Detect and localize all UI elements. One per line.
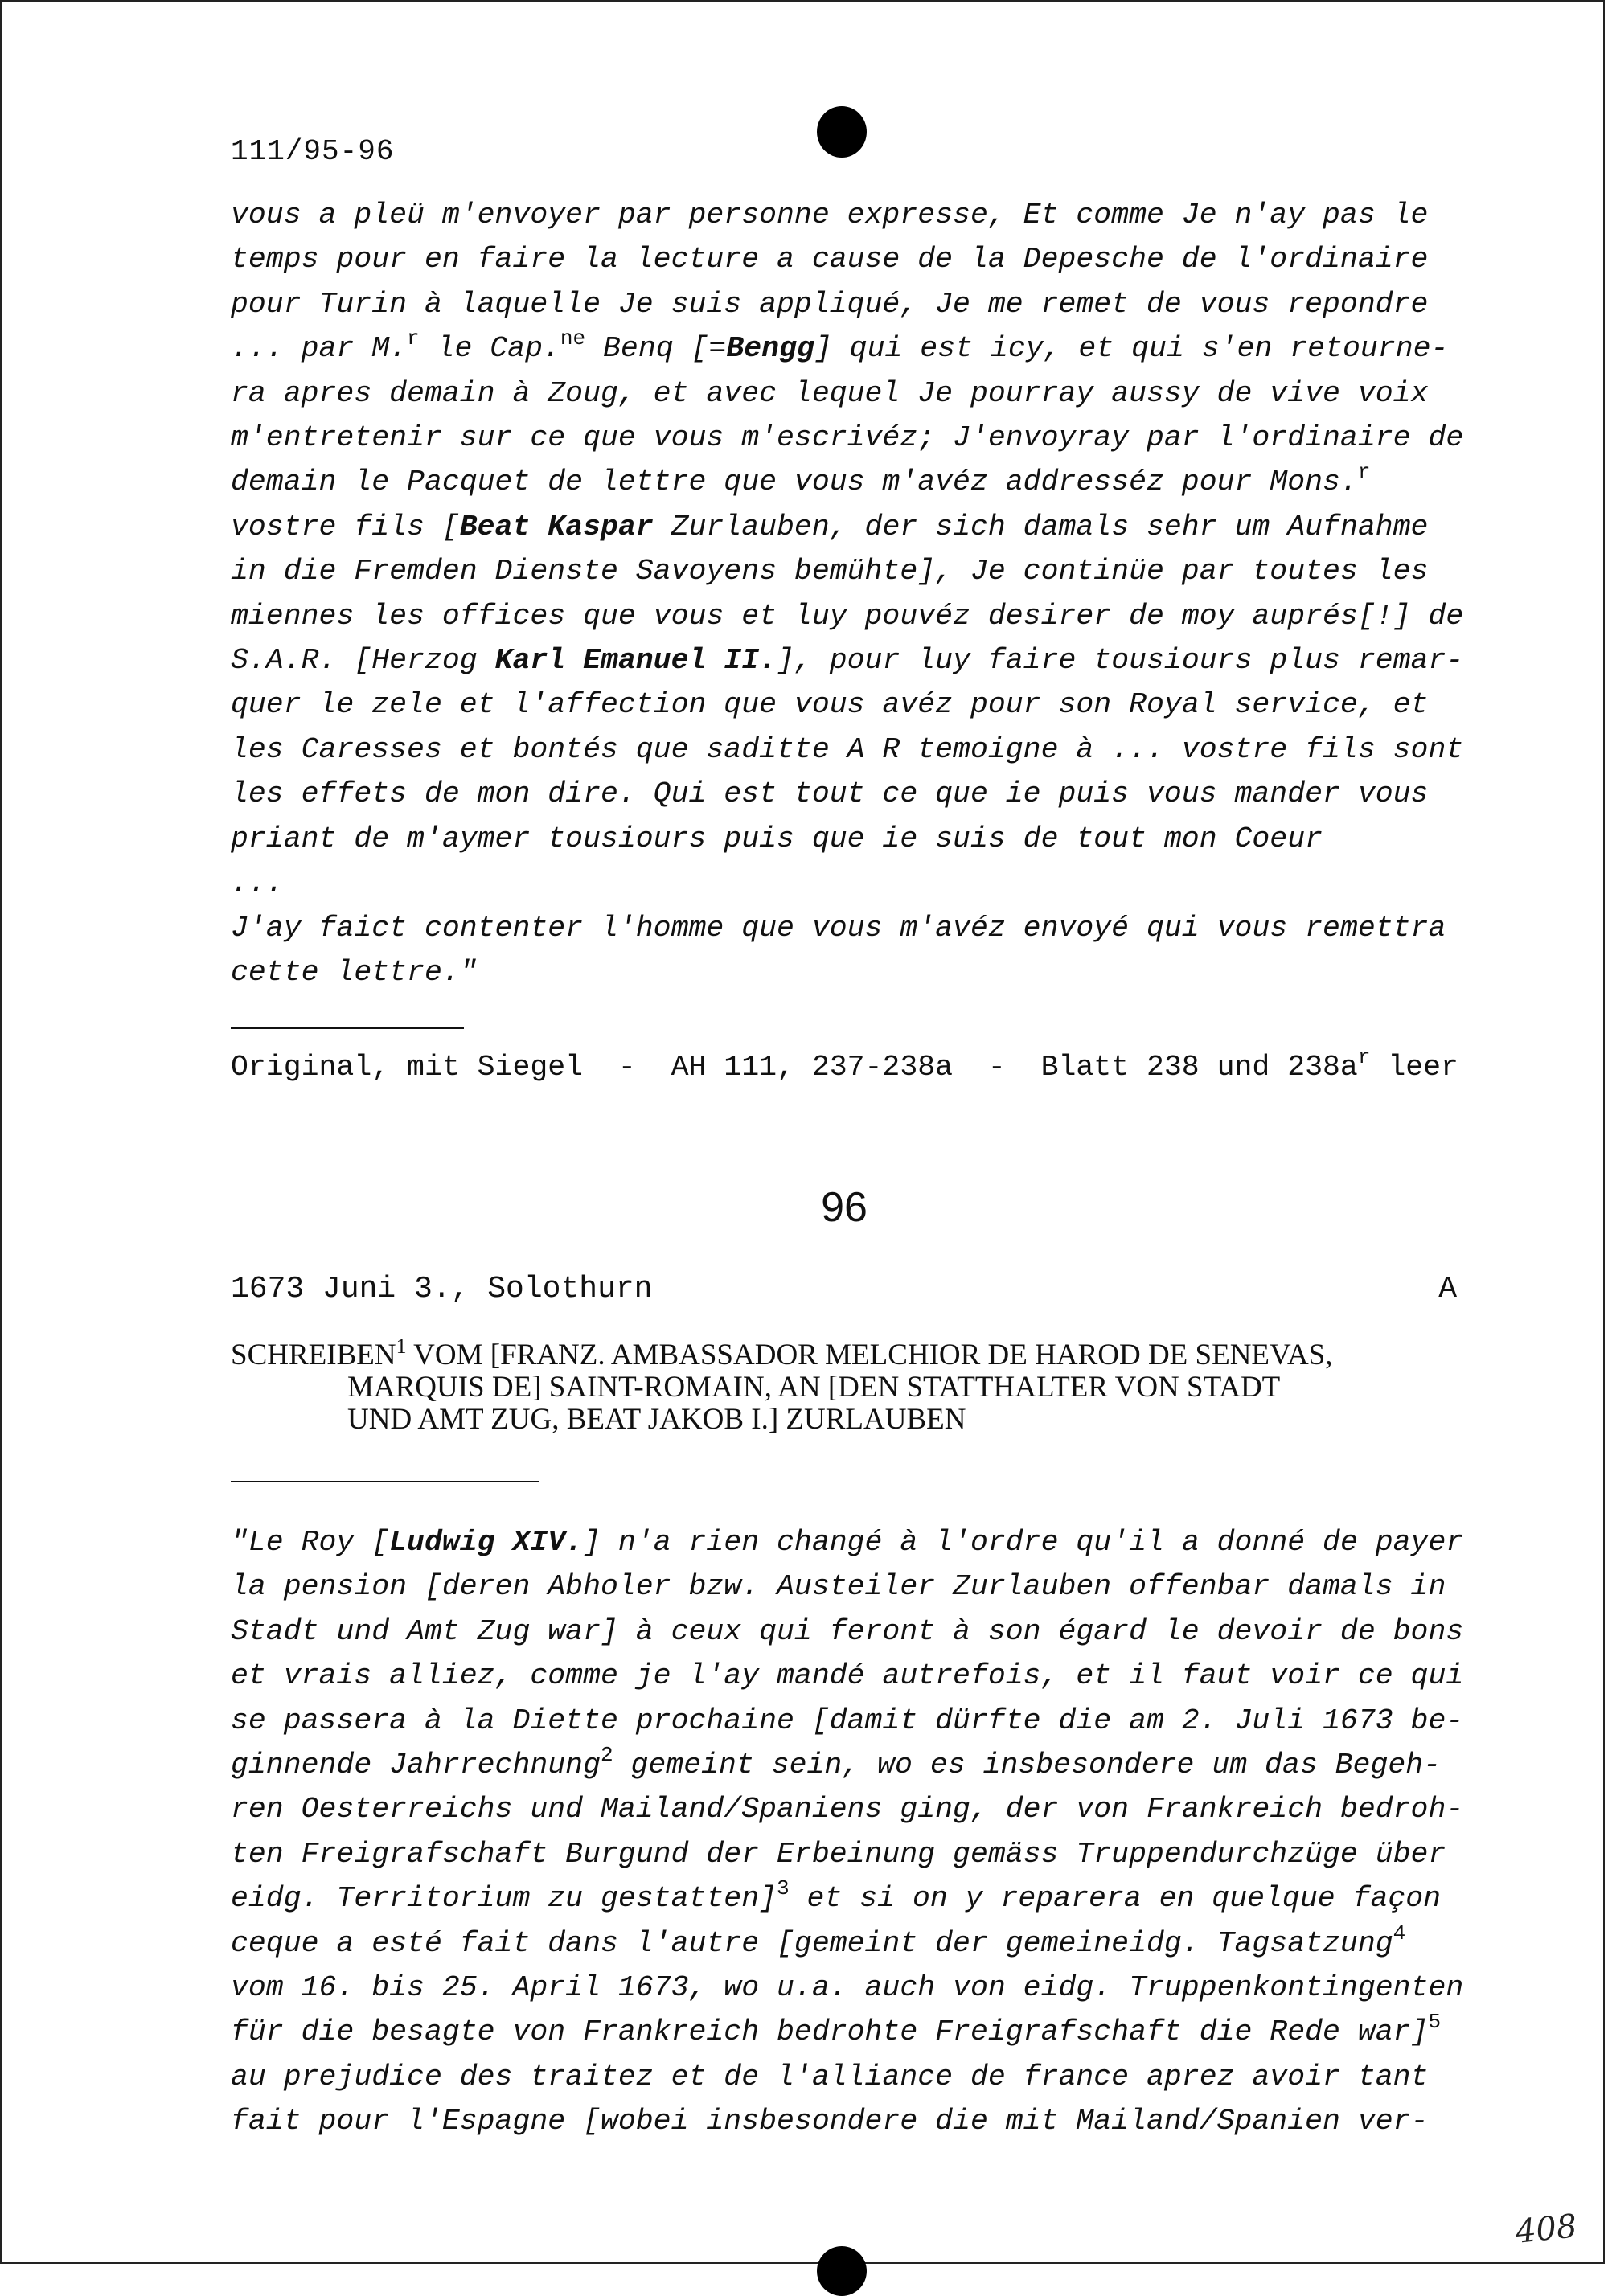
text-run: S.A.R. [Herzog: [231, 644, 495, 678]
text-run: leer: [1370, 1051, 1458, 1084]
text-line: miennes les offices que vous et luy pouvéz desirer de moy auprés[!] de: [231, 599, 1464, 633]
title-line-3: UND AMT ZUG, BEAT JAKOB I.] ZURLAUBEN: [347, 1403, 966, 1436]
text-line: ren Oesterreichs und Mailand/Spaniens ging, der von Frankreich bedroh-: [231, 1793, 1464, 1827]
source-note: [231, 1045, 1461, 1089]
text-run: ginnende Jahrrechnung: [231, 1749, 601, 1782]
bold-name: Karl Emanuel II.: [494, 644, 777, 678]
text-line: la pension [deren Abholer bzw. Austeiler Zurlauben offenbar damals in: [231, 1570, 1446, 1604]
handwritten-folio-number: 408: [1513, 2208, 1579, 2251]
text-line: ten Freigrafschaft Burgund der Erbeinung gemäss Truppendurchzüge über: [231, 1837, 1446, 1871]
text-line: au prejudice des traitez et de l'alliance de france aprez avoir tant: [231, 2060, 1429, 2093]
text-run: ], pour luy faire tousiours plus remar-: [777, 644, 1464, 678]
text-run: gemeint sein, wo es insbesondere um das Begeh-: [613, 1749, 1442, 1782]
text-line: in die Fremden Dienste Savoyens bemühte], Je continüe par toutes les: [231, 555, 1429, 588]
punch-hole-top: [817, 106, 867, 158]
bold-name: Bengg: [726, 332, 814, 366]
text-run: ] n'a rien changé à l'ordre qu'il a donné de payer: [583, 1526, 1464, 1559]
text-run: Original, mit Siegel - AH 111, 237-238a - Blatt 238 und 238a: [231, 1051, 1358, 1084]
title-word: SCHREIBEN: [231, 1339, 396, 1371]
bold-name: Beat Kaspar: [459, 510, 654, 543]
text-line: fait pour l'Espagne [wobei insbesondere die mit Mailand/Spanien ver-: [231, 2105, 1429, 2138]
date-place: 1673 Juni 3., Solothurn: [231, 1272, 653, 1306]
text-line: les effets de mon dire. Qui est tout ce que ie puis vous mander vous: [231, 777, 1429, 811]
text-line: pour Turin à laquelle Je suis appliqué, Je me remet de vous repondre: [231, 287, 1429, 321]
text-line: [231, 1921, 1461, 1966]
text-run: "Le Roy [: [231, 1526, 390, 1559]
text-line: ra apres demain à Zoug, et avec lequel Je pourray aussy de vive voix: [231, 376, 1429, 410]
text-line: [231, 1520, 1464, 1564]
text-line: [231, 1045, 1461, 1089]
dateline: [231, 1272, 1457, 1306]
footnote-ref: 1: [396, 1335, 407, 1358]
superscript: 3: [777, 1876, 790, 1901]
text-line: J'ay faict contenter l'homme que vous m'avéz envoyé qui vous remettra: [231, 911, 1446, 945]
superscript: 2: [600, 1743, 613, 1768]
document-type-letter: A: [1438, 1272, 1457, 1306]
text-line: [231, 505, 1461, 549]
text-line: [231, 326, 1461, 371]
text-line: m'entretenir sur ce que vous m'escrivéz; J'envoyray par l'ordinaire de: [231, 421, 1464, 455]
superscript: 5: [1428, 2010, 1442, 2035]
superscript: ne: [560, 326, 586, 351]
document-title: [231, 1335, 1485, 1436]
text-line: [231, 1743, 1461, 1787]
text-line: vom 16. bis 25. April 1673, wo u.a. auch von eidg. Truppenkontingenten: [231, 1971, 1464, 2005]
letter-body-1: [231, 193, 1464, 994]
text-line: [231, 460, 1461, 504]
text-line: [231, 638, 1464, 683]
text-line: [231, 2010, 1461, 2054]
page-reference: 111/95-96: [231, 135, 395, 168]
title-line-2: MARQUIS DE] SAINT-ROMAIN, AN [DEN STATTHALTER VON STADT: [347, 1371, 1281, 1404]
title-line-1: [231, 1335, 1485, 1371]
punch-hole-bottom: [817, 2246, 867, 2296]
text-run: demain le Pacquet de lettre que vous m'avéz addresséz pour Mons.: [231, 465, 1358, 499]
text-line: cette lettre.": [231, 955, 478, 989]
text-run: et si on y reparera en quelque façon: [789, 1882, 1442, 1916]
text-line: et vrais alliez, comme je l'ay mandé autrefois, et il faut voir ce qui: [231, 1659, 1464, 1693]
separator-rule-1: [231, 1027, 464, 1029]
text-run: le Cap.: [419, 332, 560, 366]
superscript: r: [1357, 460, 1371, 485]
text-line: Stadt und Amt Zug war] à ceux qui feront à son égard le devoir de bons: [231, 1614, 1464, 1648]
document-number: 96: [821, 1184, 868, 1231]
separator-rule-2: [231, 1481, 539, 1482]
text-line: se passera à la Diette prochaine [damit dürfte die am 2. Juli 1673 be-: [231, 1704, 1464, 1737]
text-line: temps pour en faire la lecture a cause de la Depesche de l'ordinaire: [231, 243, 1429, 277]
text-run: für die besagte von Frankreich bedrohte Freigrafschaft die Rede war]: [231, 2015, 1429, 2049]
text-line: les Caresses et bontés que saditte A R temoigne à ... vostre fils sont: [231, 732, 1464, 766]
bold-name: Ludwig XIV.: [389, 1526, 584, 1559]
text-run: ... par M.: [231, 332, 408, 366]
text-run: eidg. Territorium zu gestatten]: [231, 1882, 777, 1916]
superscript: 4: [1393, 1921, 1406, 1945]
letter-body-2: [231, 1520, 1464, 2144]
text-run: Zurlauben, der sich damals sehr um Aufnahme: [653, 510, 1429, 543]
text-run: Benq [=: [585, 332, 727, 366]
text-line: [231, 1876, 1461, 1921]
text-run: ] qui est icy, et qui s'en retourne-: [814, 332, 1449, 366]
text-line: quer le zele et l'affection que vous avéz pour son Royal service, et: [231, 688, 1429, 722]
text-line: vous a pleü m'envoyer par personne expresse, Et comme Je n'ay pas le: [231, 199, 1429, 232]
text-run: ceque a esté fait dans l'autre [gemeint der gemeineidg. Tagsatzung: [231, 1926, 1393, 1960]
title-text: VOM [FRANZ. AMBASSADOR MELCHIOR DE HAROD DE SENEVAS,: [406, 1339, 1333, 1371]
text-line: priant de m'aymer tousiours puis que ie suis de tout mon Coeur: [231, 822, 1323, 855]
superscript: r: [407, 326, 420, 351]
superscript: r: [1357, 1045, 1371, 1069]
text-run: vostre fils [: [231, 510, 460, 543]
text-line: ...: [231, 867, 284, 900]
